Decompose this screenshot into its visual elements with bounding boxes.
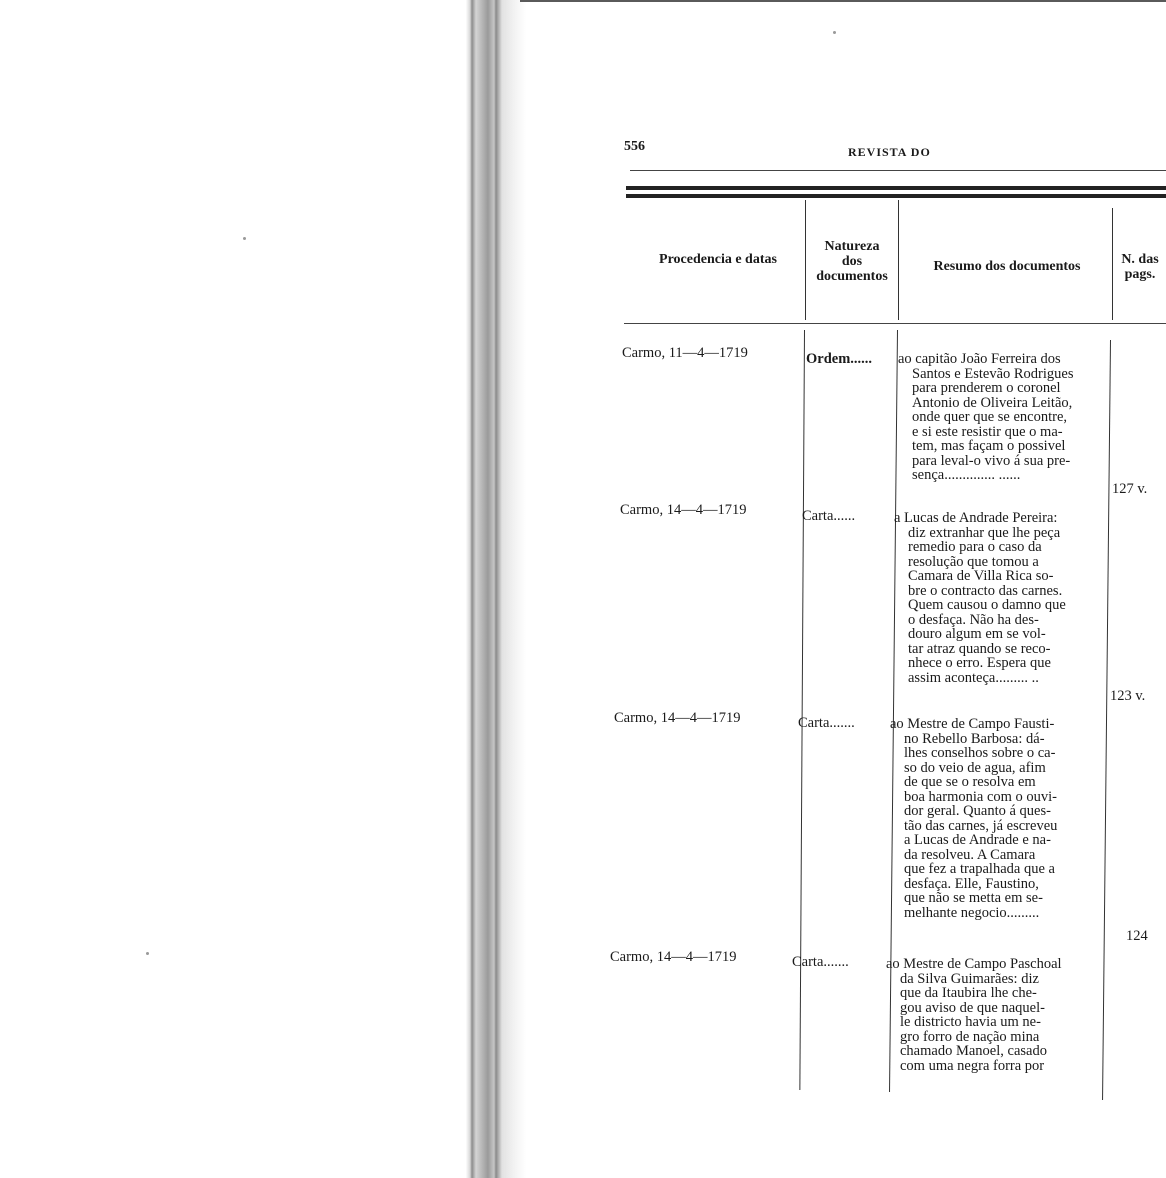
resumo-line: assim aconteça......... .. — [908, 670, 1039, 685]
document-page — [600, 0, 1166, 1178]
resumo-line: tem, mas façam o possivel — [912, 439, 1066, 454]
resumo-line: dor geral. Quanto á ques- — [904, 804, 1051, 819]
resumo-line: para prenderem o coronel — [912, 381, 1061, 396]
column-header-resumo: Resumo dos documentos — [933, 259, 1081, 274]
header-rule — [630, 170, 1166, 171]
paper-speck — [243, 237, 246, 240]
entry-natureza: Carta...... — [802, 508, 856, 524]
running-head: REVISTA DO — [848, 145, 931, 159]
column-header-natureza-line: Natureza — [824, 239, 880, 254]
book-gutter — [466, 0, 526, 1178]
entry-natureza: Carta....... — [798, 715, 855, 731]
resumo-line: melhante negocio......... — [904, 905, 1040, 920]
resumo-line: douro algum em se vol- — [908, 627, 1046, 642]
entry-procedencia: Carmo, 14—4—1719 — [614, 710, 741, 726]
entry-resumo — [886, 957, 1098, 1073]
resumo-line: tar atraz quando se reco- — [908, 641, 1051, 656]
resumo-line: a Lucas de Andrade e na- — [904, 833, 1051, 848]
resumo-line: com uma negra forra por — [900, 1058, 1045, 1073]
resumo-line: Camara de Villa Rica so- — [908, 569, 1054, 584]
resumo-line: que não se metta em se- — [904, 891, 1043, 906]
resumo-line: no Rebello Barbosa: dá- — [904, 731, 1045, 746]
entry-procedencia: Carmo, 11—4—1719 — [622, 345, 748, 361]
column-header-natureza-line: dos — [841, 254, 863, 269]
resumo-line: gro forro de nação mina — [900, 1029, 1040, 1044]
resumo-line: diz extranhar que lhe peça — [908, 525, 1061, 540]
resumo-line: sença.............. ...... — [912, 468, 1021, 483]
resumo-line: gou aviso de que naquel- — [900, 1000, 1045, 1015]
table-top-rule — [626, 186, 1166, 190]
column-header-pags-line: pags. — [1124, 267, 1156, 282]
entry-resumo — [890, 717, 1102, 920]
entry-pags: 123 v. — [1110, 688, 1146, 704]
entry-resumo — [898, 352, 1110, 483]
resumo-line: a Lucas de Andrade Pereira: — [894, 511, 1058, 526]
resumo-line: so do veio de agua, afim — [904, 760, 1046, 775]
entry-resumo — [894, 511, 1106, 685]
resumo-line: e si este resistir que o ma- — [912, 424, 1063, 439]
paper-speck — [146, 952, 149, 955]
resumo-line: nhece o erro. Espera que — [908, 656, 1051, 671]
resumo-line: para leval-o vivo á sua pre- — [912, 453, 1071, 468]
column-divider — [799, 330, 805, 1090]
resumo-line: bre o contracto das carnes. — [908, 583, 1063, 598]
resumo-line: remedio para o caso da — [908, 540, 1042, 555]
resumo-line: chamado Manoel, casado — [900, 1044, 1047, 1059]
resumo-line: desfaça. Elle, Faustino, — [904, 876, 1039, 891]
column-header-pags — [1114, 252, 1166, 282]
column-header-natureza — [808, 239, 896, 284]
entry-natureza: Carta....... — [792, 954, 849, 970]
column-divider — [805, 200, 806, 320]
table-top-rule — [626, 194, 1166, 198]
entry-pags: 127 v. — [1112, 481, 1148, 497]
resumo-line: da Silva Guimarães: diz — [900, 971, 1039, 986]
resumo-line: ao Mestre de Campo Fausti- — [890, 717, 1055, 732]
entry-procedencia: Carmo, 14—4—1719 — [610, 949, 737, 965]
header-bottom-rule — [624, 323, 1166, 324]
resumo-line: Santos e Estevão Rodrigues — [912, 366, 1074, 381]
resumo-line: de que se o resolva em — [904, 775, 1036, 790]
resumo-line: Antonio de Oliveira Leitão, — [912, 395, 1073, 410]
page-number: 556 — [624, 139, 645, 154]
resumo-line: que fez a trapalhada que a — [904, 862, 1055, 877]
resumo-line: onde quer que se encontre, — [912, 410, 1068, 425]
resumo-line: ao capitão João Ferreira dos — [898, 352, 1061, 367]
resumo-line: da resolveu. A Camara — [904, 847, 1036, 862]
resumo-line: ao Mestre de Campo Paschoal — [886, 957, 1062, 972]
entry-procedencia: Carmo, 14—4—1719 — [620, 502, 747, 518]
resumo-line: que da Itaubira lhe che- — [900, 986, 1037, 1001]
resumo-line: boa harmonia com o ouvi- — [904, 789, 1058, 804]
entry-pags: 124 — [1126, 928, 1148, 944]
column-header-natureza-line: documentos — [816, 269, 888, 284]
entry-natureza: Ordem...... — [806, 351, 873, 367]
resumo-line: tão das carnes, já escreveu — [904, 818, 1058, 833]
page-top-edge — [520, 0, 1166, 2]
resumo-line: resolução que tomou a — [908, 554, 1039, 569]
resumo-line: Quem causou o damno que — [908, 598, 1066, 613]
column-header-procedencia: Procedencia e datas — [659, 252, 777, 267]
column-divider — [898, 200, 899, 320]
resumo-line: le districto havia um ne- — [900, 1015, 1041, 1030]
resumo-line: lhes conselhos sobre o ca- — [904, 746, 1056, 761]
column-divider — [1112, 208, 1113, 320]
resumo-line: o desfaça. Não ha des- — [908, 612, 1039, 627]
column-header-pags-line: N. das — [1121, 252, 1159, 267]
